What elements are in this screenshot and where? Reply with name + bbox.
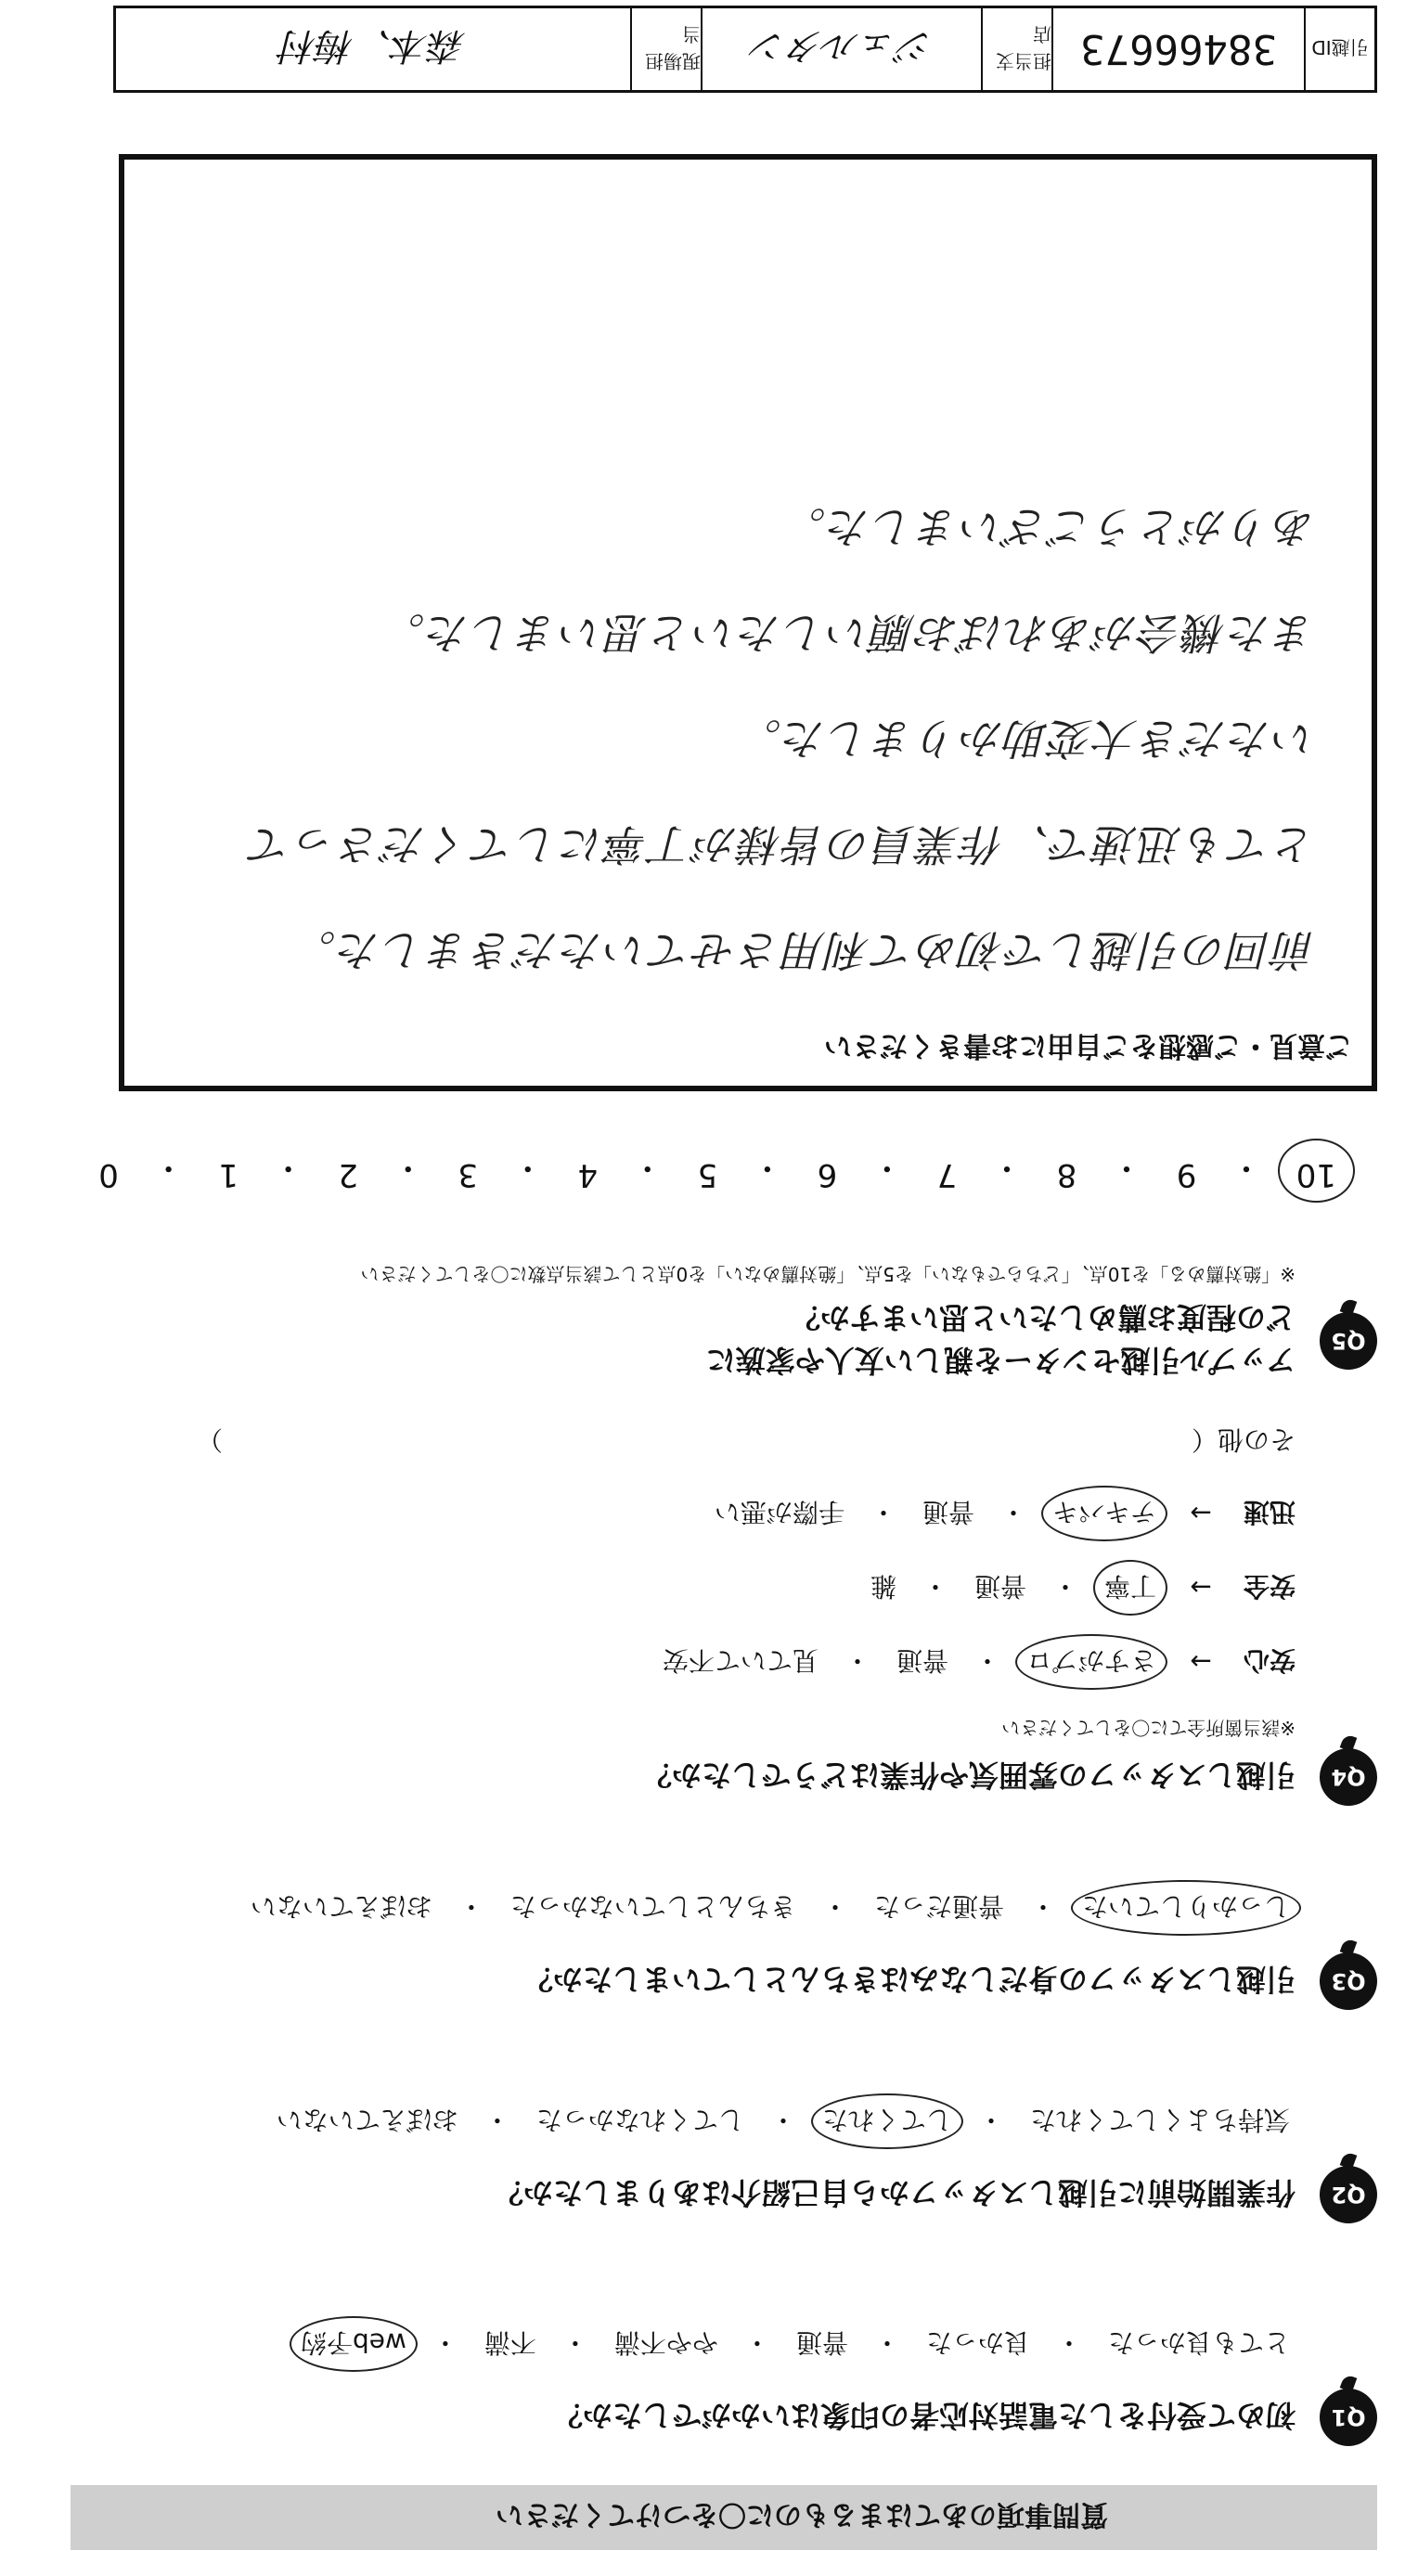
header-id-table <box>113 6 1377 93</box>
q4-row-key: 安心 <box>1243 1645 1296 1676</box>
scale-value[interactable]: 7 <box>936 1156 958 1193</box>
q4-note: ※該当箇所全てに〇をしてください <box>1001 1717 1296 1739</box>
q4-other-label: その他（ <box>1191 1424 1296 1455</box>
q4-other-close: ） <box>196 1424 223 1455</box>
q4-option-selected[interactable]: 丁寧 <box>1099 1567 1162 1608</box>
branch-label: 担当支店 <box>981 8 1051 90</box>
q3-options: しっかりしていた ・ 普通だった ・ きちんとしていなかった ・ おぼえていない <box>59 1887 1296 1928</box>
q2-option[interactable]: してくれなかった <box>535 2105 744 2135</box>
scale-value-selected[interactable]: 10 <box>1289 1148 1344 1193</box>
q1-options: とても良かった ・ 良かった ・ 普通 ・ やや不満 ・ 不満 ・ web予約 <box>59 2324 1296 2364</box>
arrow-icon: → <box>1190 1646 1212 1678</box>
q4-option[interactable]: 普通 <box>922 1497 974 1527</box>
q2-options: 気持ちよくしてくれた ・ してくれた ・ してくれなかった ・ おぼえていない <box>59 2101 1296 2142</box>
scale-value[interactable]: 0 <box>98 1156 119 1193</box>
comment-title: ご意見・ご感想をご自由にお書きください <box>824 1029 1353 1062</box>
q1-option[interactable]: 普通 <box>795 2327 848 2358</box>
q1-option[interactable]: やや不満 <box>613 2327 718 2358</box>
q4-row-anzen: 安全 → 丁寧 ・ 普通 ・ 雑 <box>59 1567 1296 1608</box>
scale-value[interactable]: 4 <box>577 1156 599 1193</box>
q3-option-selected[interactable]: しっかりしていた <box>1076 1887 1296 1928</box>
q4-option[interactable]: 見ていて不安 <box>662 1645 819 1676</box>
q4-option-selected[interactable]: さすがプロ <box>1021 1642 1162 1682</box>
q3-badge: Q3 <box>1320 1952 1377 2010</box>
comment-line: ありがとうございました。 <box>781 502 1316 552</box>
arrow-icon: → <box>1190 1572 1212 1604</box>
q1-option[interactable]: とても良かった <box>1107 2327 1290 2358</box>
branch-value: ジェルタン <box>701 8 981 90</box>
scale-value[interactable]: 2 <box>338 1156 358 1193</box>
q4-text: 引越しスタッフの雰囲気や作業はどうでしたか？ <box>641 1758 1296 1793</box>
q5-note: ※「絶対薦める」を10点、「どちらでもない」を5点、「絶対薦めない」を0点として該当点数に〇をしてください <box>360 1263 1296 1285</box>
q4-row-jinsoku: 迅速 → テキパキ ・ 普通 ・ 手際が悪い <box>59 1493 1296 1534</box>
q4-badge: Q4 <box>1320 1748 1377 1806</box>
instruction-banner: 質問事項のあてはまるものに〇をつけてください <box>71 2485 1377 2550</box>
q5-badge: Q5 <box>1320 1312 1377 1370</box>
q5-text-line2: どの程度お薦めしたいと思いますか？ <box>790 1300 1296 1335</box>
scale-value[interactable]: 3 <box>458 1156 479 1193</box>
q2-badge: Q2 <box>1320 2166 1377 2223</box>
q4-option[interactable]: 普通 <box>973 1571 1026 1602</box>
scale-value[interactable]: 6 <box>817 1156 838 1193</box>
question-3 <box>59 1887 1377 2010</box>
comment-line: いただき大変助かりました。 <box>737 714 1316 764</box>
q5-scale: 10 ・ 9 ・ 8 ・ 7 ・ 6 ・ 5 ・ 4 ・ 3 ・ 2 ・ 1 ・ 0 <box>91 1148 1344 1193</box>
scale-value[interactable]: 8 <box>1056 1156 1077 1193</box>
q4-option[interactable]: 普通 <box>896 1645 948 1676</box>
leader-value: 森本、梅村 <box>280 24 466 68</box>
question-1 <box>59 2324 1377 2446</box>
q1-badge: Q1 <box>1320 2389 1377 2446</box>
q4-option-selected[interactable]: テキパキ <box>1047 1493 1162 1534</box>
q4-option[interactable]: 手際が悪い <box>714 1497 844 1527</box>
arrow-icon: → <box>1190 1498 1212 1529</box>
q4-row-key: 安全 <box>1243 1571 1296 1602</box>
q1-option[interactable]: 不満 <box>483 2327 536 2358</box>
q2-option[interactable]: 気持ちよくしてくれた <box>1029 2105 1290 2135</box>
id-label: 引越ID <box>1304 8 1374 90</box>
scale-value[interactable]: 9 <box>1176 1156 1197 1193</box>
question-5 <box>59 1262 1377 1384</box>
q4-row-other <box>59 1423 1296 1460</box>
q4-option[interactable]: 雑 <box>870 1571 896 1602</box>
leader-label: 現場担当 <box>630 8 701 90</box>
q1-text: 初めて受付をした電話対応者の印象はいかがでしたか？ <box>552 2398 1296 2433</box>
q2-option[interactable]: おぼえていない <box>276 2105 458 2135</box>
comment-box[interactable] <box>119 154 1377 1091</box>
q3-option[interactable]: おぼえていない <box>250 1891 432 1922</box>
q2-option-selected[interactable]: してくれた <box>817 2101 958 2142</box>
q4-row-key: 迅速 <box>1243 1497 1296 1527</box>
q3-option[interactable]: きちんとしていなかった <box>509 1891 796 1922</box>
q2-text: 作業開始前に引越しスタッフから自己紹介はありましたか？ <box>493 2175 1296 2210</box>
q3-text: 引越しスタッフの身だしなみはきちんとしていましたか？ <box>522 1962 1296 1997</box>
scale-value[interactable]: 1 <box>218 1156 238 1193</box>
q1-option-selected[interactable]: web予約 <box>295 2324 412 2364</box>
comment-line: 前回の引越しで初めて利用させていただきました。 <box>291 925 1316 975</box>
id-value: 38466673 <box>1051 8 1304 90</box>
q4-row-anshin: 安心 → さすがプロ ・ 普通 ・ 見ていて不安 <box>59 1642 1296 1682</box>
q3-option[interactable]: 普通だった <box>873 1891 1004 1922</box>
comment-line: とても迅速で、作業員の皆様が丁寧にしてくださって <box>247 819 1316 869</box>
scale-value[interactable]: 5 <box>697 1156 718 1193</box>
question-2 <box>59 2101 1377 2223</box>
question-4 <box>59 1423 1377 1806</box>
q1-option[interactable]: 良かった <box>925 2327 1030 2358</box>
comment-line: また機会があればお願いしたいと思いました。 <box>380 608 1316 658</box>
q5-text-line1: アップル引越センターを親しい友人や家族に <box>705 1343 1296 1378</box>
